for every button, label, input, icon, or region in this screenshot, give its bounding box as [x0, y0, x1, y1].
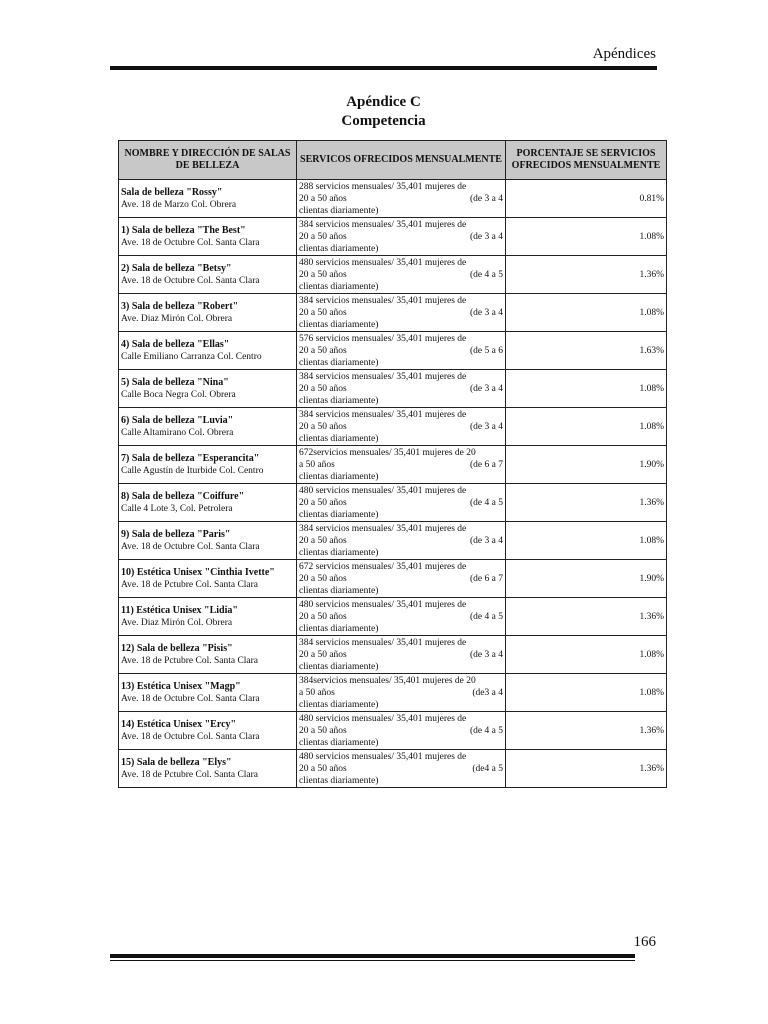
services-line-3: clientas diariamente) — [299, 585, 379, 596]
salon-cell — [119, 750, 297, 788]
services-line-2 — [299, 383, 503, 395]
services-cell — [297, 712, 506, 750]
table-row — [119, 636, 667, 674]
table-row — [119, 256, 667, 294]
services-line-3: clientas diariamente) — [299, 319, 379, 330]
table-row — [119, 598, 667, 636]
services-age-range: 20 a 50 años — [299, 573, 347, 584]
table-row — [119, 408, 667, 446]
salon-cell — [119, 446, 297, 484]
services-line-1: 384 servicios mensuales/ 35,401 mujeres de — [299, 295, 467, 306]
table-row — [119, 446, 667, 484]
services-age-range: 20 a 50 años — [299, 535, 347, 546]
services-line-1: 576 servicios mensuales/ 35,401 mujeres de — [299, 333, 467, 344]
header-services: SERVICOS OFRECIDOS MENSUALMENTE — [297, 141, 506, 180]
services-age-range: 20 a 50 años — [299, 269, 347, 280]
services-cell — [297, 180, 506, 218]
percentage-cell: 1.08% — [506, 370, 667, 408]
salon-name: 14) Estética Unisex "Ercy" — [121, 718, 237, 730]
salon-name: 5) Sala de belleza "Nina" — [121, 376, 229, 388]
services-daily-range: (de 4 a 5 — [470, 497, 503, 508]
services-line-2 — [299, 459, 503, 471]
services-cell — [297, 674, 506, 712]
percentage-cell: 1.90% — [506, 446, 667, 484]
services-age-range: 20 a 50 años — [299, 383, 347, 394]
services-line-1: 384 servicios mensuales/ 35,401 mujeres de — [299, 523, 467, 534]
salon-name: 6) Sala de belleza "Luvia" — [121, 414, 234, 426]
percentage-cell: 1.08% — [506, 294, 667, 332]
services-daily-range: (de 4 a 5 — [470, 269, 503, 280]
services-age-range: 20 a 50 años — [299, 231, 347, 242]
services-cell — [297, 484, 506, 522]
services-line-3: clientas diariamente) — [299, 661, 379, 672]
salon-address: Calle Boca Negra Col. Obrera — [121, 389, 236, 400]
services-line-2 — [299, 763, 503, 775]
percentage-cell: 1.63% — [506, 332, 667, 370]
services-line-2 — [299, 193, 503, 205]
salon-cell — [119, 294, 297, 332]
services-daily-range: (de 3 a 4 — [470, 383, 503, 394]
services-line-1: 672servicios mensuales/ 35,401 mujeres de 20 — [299, 447, 476, 458]
services-line-3: clientas diariamente) — [299, 281, 379, 292]
salon-cell — [119, 712, 297, 750]
services-cell — [297, 294, 506, 332]
services-line-2 — [299, 269, 503, 281]
salon-address: Ave. Diaz Mirón Col. Obrera — [121, 617, 233, 628]
services-line-3: clientas diariamente) — [299, 433, 379, 444]
salon-name: 9) Sala de belleza "Paris" — [121, 528, 231, 540]
salon-cell — [119, 484, 297, 522]
services-daily-range: (de4 a 5 — [472, 763, 503, 774]
services-cell — [297, 408, 506, 446]
services-cell — [297, 522, 506, 560]
salon-cell — [119, 408, 297, 446]
services-daily-range: (de 4 a 5 — [470, 725, 503, 736]
services-line-1: 288 servicios mensuales/ 35,401 mujeres de — [299, 181, 467, 192]
appendix-title-block — [110, 93, 657, 131]
competition-table — [118, 140, 667, 788]
table-header-row — [119, 141, 667, 180]
services-line-2 — [299, 649, 503, 661]
services-daily-range: (de 6 a 7 — [470, 573, 503, 584]
footer-rule-thin — [110, 960, 635, 961]
services-daily-range: (de 3 a 4 — [470, 535, 503, 546]
services-cell — [297, 446, 506, 484]
services-line-1: 480 servicios mensuales/ 35,401 mujeres de — [299, 257, 467, 268]
services-line-1: 672 servicios mensuales/ 35,401 mujeres de — [299, 561, 467, 572]
services-line-2 — [299, 687, 503, 699]
services-line-3: clientas diariamente) — [299, 243, 379, 254]
percentage-cell: 1.08% — [506, 636, 667, 674]
services-line-1: 480 servicios mensuales/ 35,401 mujeres de — [299, 599, 467, 610]
table-row — [119, 712, 667, 750]
services-cell — [297, 256, 506, 294]
services-daily-range: (de 4 a 5 — [470, 611, 503, 622]
salon-address: Ave. 18 de Pctubre Col. Santa Clara — [121, 579, 259, 590]
services-cell — [297, 218, 506, 256]
services-line-1: 384 servicios mensuales/ 35,401 mujeres de — [299, 409, 467, 420]
services-line-2 — [299, 573, 503, 585]
salon-address: Ave. 18 de Marzo Col. Obrera — [121, 199, 237, 210]
services-age-range: a 50 años — [299, 687, 335, 698]
salon-address: Ave. 18 de Pctubre Col. Santa Clara — [121, 655, 259, 666]
page-number: 166 — [633, 934, 656, 950]
table-row — [119, 332, 667, 370]
table-row — [119, 484, 667, 522]
services-daily-range: (de 3 a 4 — [470, 421, 503, 432]
services-age-range: a 50 años — [299, 459, 335, 470]
salon-address: Calle Altamirano Col. Obrera — [121, 427, 234, 438]
salon-cell — [119, 256, 297, 294]
salon-name: 3) Sala de belleza "Robert" — [121, 300, 239, 312]
percentage-cell: 1.08% — [506, 674, 667, 712]
services-cell — [297, 598, 506, 636]
percentage-cell: 1.36% — [506, 750, 667, 788]
percentage-cell: 0.81% — [506, 180, 667, 218]
services-line-1: 384 servicios mensuales/ 35,401 mujeres de — [299, 219, 467, 230]
services-line-1: 480 servicios mensuales/ 35,401 mujeres de — [299, 713, 467, 724]
salon-name: Sala de belleza "Rossy" — [121, 186, 223, 198]
salon-cell — [119, 636, 297, 674]
services-line-1: 480 servicios mensuales/ 35,401 mujeres de — [299, 485, 467, 496]
services-line-2 — [299, 497, 503, 509]
services-cell — [297, 332, 506, 370]
header-name-address: NOMBRE Y DIRECCIÓN DE SALAS DE BELLEZA — [119, 141, 297, 180]
salon-name: 4) Sala de belleza "Ellas" — [121, 338, 230, 350]
header-percentage: PORCENTAJE SE SERVICIOS OFRECIDOS MENSUALMENTE — [506, 141, 667, 180]
salon-name: 12) Sala de belleza "Pisis" — [121, 642, 233, 654]
table-row — [119, 750, 667, 788]
table-row — [119, 370, 667, 408]
services-age-range: 20 a 50 años — [299, 497, 347, 508]
services-line-3: clientas diariamente) — [299, 547, 379, 558]
services-line-2 — [299, 421, 503, 433]
services-cell — [297, 636, 506, 674]
salon-cell — [119, 674, 297, 712]
table-row — [119, 180, 667, 218]
services-age-range: 20 a 50 años — [299, 763, 347, 774]
table-row — [119, 522, 667, 560]
table-row — [119, 674, 667, 712]
salon-address: Calle 4 Lote 3, Col. Petrolera — [121, 503, 233, 514]
table-row — [119, 294, 667, 332]
services-line-3: clientas diariamente) — [299, 623, 379, 634]
running-header: Apéndices — [592, 46, 656, 62]
services-line-2 — [299, 611, 503, 623]
salon-address: Ave. Diaz Mirón Col. Obrera — [121, 313, 233, 324]
salon-cell — [119, 598, 297, 636]
services-line-3: clientas diariamente) — [299, 395, 379, 406]
services-daily-range: (de 3 a 4 — [470, 649, 503, 660]
percentage-cell: 1.08% — [506, 522, 667, 560]
salon-cell — [119, 332, 297, 370]
services-age-range: 20 a 50 años — [299, 307, 347, 318]
salon-cell — [119, 560, 297, 598]
salon-cell — [119, 180, 297, 218]
services-age-range: 20 a 50 años — [299, 611, 347, 622]
services-line-3: clientas diariamente) — [299, 471, 379, 482]
services-cell — [297, 370, 506, 408]
services-daily-range: (de 3 a 4 — [470, 193, 503, 204]
salon-address: Ave. 18 de Pctubre Col. Santa Clara — [121, 769, 259, 780]
services-daily-range: (de 3 a 4 — [470, 231, 503, 242]
salon-address: Calle Emiliano Carranza Col. Centro — [121, 351, 262, 362]
salon-address: Ave. 18 de Octubre Col. Santa Clara — [121, 275, 260, 286]
salon-address: Calle Agustín de Iturbide Col. Centro — [121, 465, 264, 476]
services-cell — [297, 560, 506, 598]
appendix-title: Apéndice C — [346, 94, 421, 110]
services-line-1: 384 servicios mensuales/ 35,401 mujeres de — [299, 371, 467, 382]
services-line-3: clientas diariamente) — [299, 775, 379, 786]
salon-name: 8) Sala de belleza "Coiffure" — [121, 490, 245, 502]
services-line-3: clientas diariamente) — [299, 357, 379, 368]
services-line-2 — [299, 307, 503, 319]
services-line-1: 384servicios mensuales/ 35,401 mujeres de 20 — [299, 675, 476, 686]
services-line-3: clientas diariamente) — [299, 509, 379, 520]
services-age-range: 20 a 50 años — [299, 193, 347, 204]
percentage-cell: 1.08% — [506, 218, 667, 256]
services-cell — [297, 750, 506, 788]
salon-cell — [119, 522, 297, 560]
salon-address: Ave. 18 de Octubre Col. Santa Clara — [121, 731, 260, 742]
services-daily-range: (de3 a 4 — [472, 687, 503, 698]
salon-name: 13) Estética Unisex "Magp" — [121, 680, 241, 692]
header-rule — [110, 66, 657, 70]
footer-rule — [110, 954, 635, 958]
services-line-2 — [299, 535, 503, 547]
appendix-subtitle: Competencia — [341, 113, 426, 129]
services-line-1: 480 servicios mensuales/ 35,401 mujeres de — [299, 751, 467, 762]
services-line-3: clientas diariamente) — [299, 737, 379, 748]
salon-name: 11) Estética Unisex "Lidia" — [121, 604, 238, 616]
table-row — [119, 560, 667, 598]
percentage-cell: 1.36% — [506, 598, 667, 636]
services-age-range: 20 a 50 años — [299, 725, 347, 736]
salon-address: Ave. 18 de Octubre Col. Santa Clara — [121, 693, 260, 704]
salon-cell — [119, 370, 297, 408]
salon-address: Ave. 18 de Octubre Col. Santa Clara — [121, 237, 260, 248]
salon-name: 15) Sala de belleza "Elys" — [121, 756, 232, 768]
salon-name: 2) Sala de belleza "Betsy" — [121, 262, 232, 274]
percentage-cell: 1.36% — [506, 484, 667, 522]
services-line-2 — [299, 725, 503, 737]
percentage-cell: 1.36% — [506, 256, 667, 294]
services-daily-range: (de 6 a 7 — [470, 459, 503, 470]
percentage-cell: 1.36% — [506, 712, 667, 750]
salon-name: 10) Estética Unisex "Cinthia Ivette" — [121, 566, 275, 578]
services-line-2 — [299, 345, 503, 357]
salon-address: Ave. 18 de Octubre Col. Santa Clara — [121, 541, 260, 552]
salon-cell — [119, 218, 297, 256]
percentage-cell: 1.08% — [506, 408, 667, 446]
salon-name: 7) Sala de belleza "Esperancita" — [121, 452, 260, 464]
table-row — [119, 218, 667, 256]
services-line-1: 384 servicios mensuales/ 35,401 mujeres de — [299, 637, 467, 648]
services-daily-range: (de 5 a 6 — [470, 345, 503, 356]
services-daily-range: (de 3 a 4 — [470, 307, 503, 318]
services-line-2 — [299, 231, 503, 243]
services-age-range: 20 a 50 años — [299, 421, 347, 432]
percentage-cell: 1.90% — [506, 560, 667, 598]
services-age-range: 20 a 50 años — [299, 649, 347, 660]
salon-name: 1) Sala de belleza "The Best" — [121, 224, 246, 236]
services-age-range: 20 a 50 años — [299, 345, 347, 356]
services-line-3: clientas diariamente) — [299, 205, 379, 216]
services-line-3: clientas diariamente) — [299, 699, 379, 710]
